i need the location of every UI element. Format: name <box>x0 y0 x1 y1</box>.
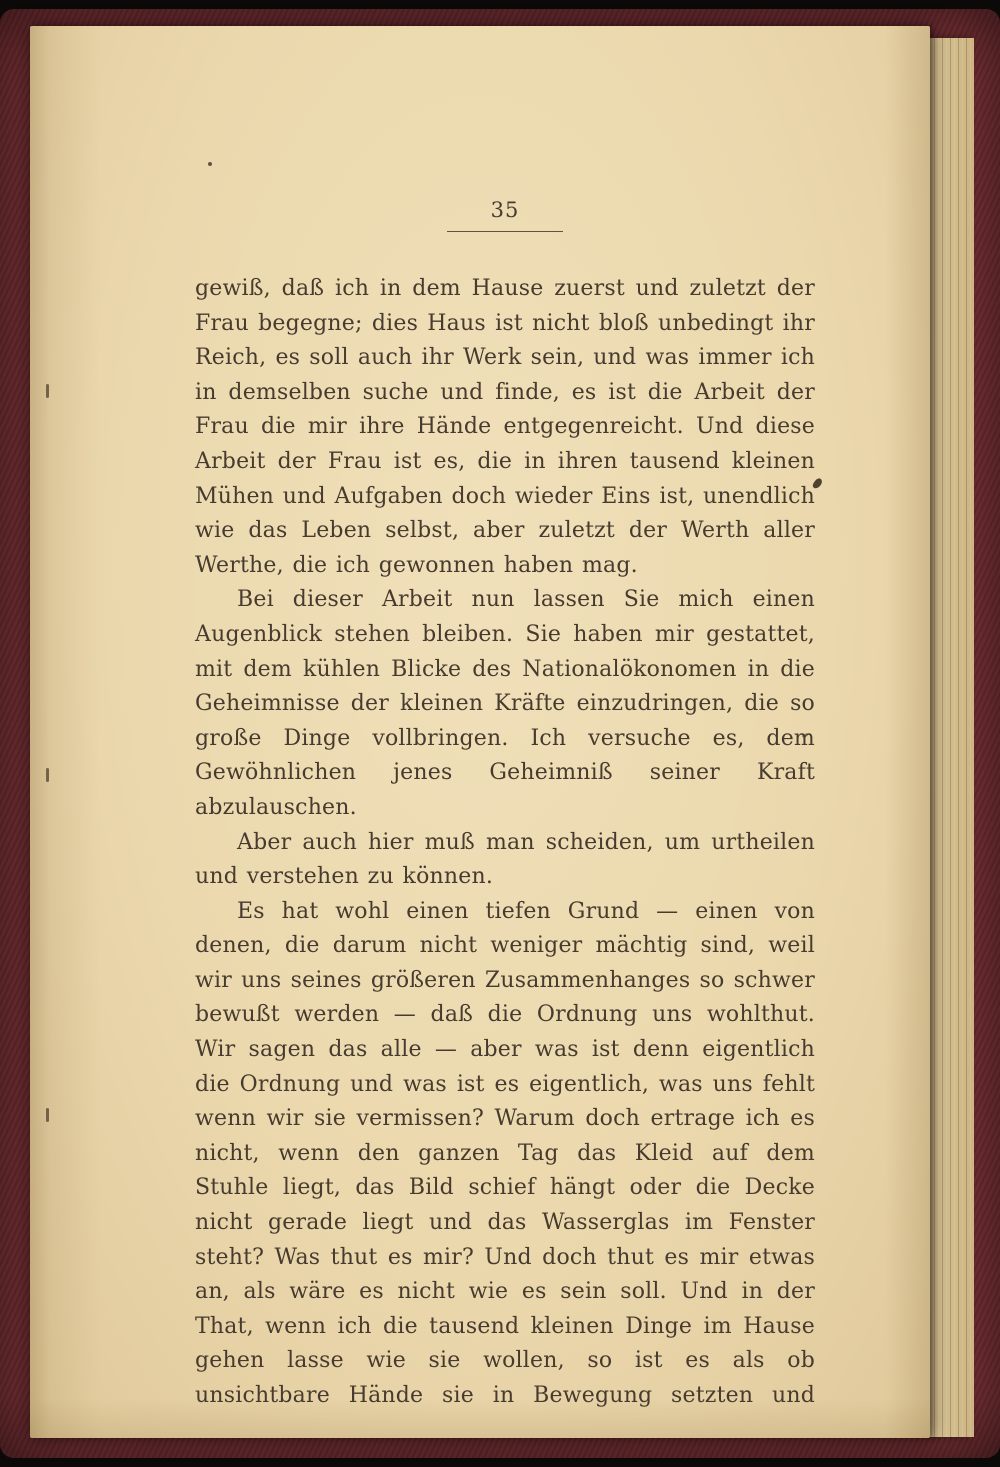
body-paragraph: Bei dieser Arbeit nun lassen Sie mich einen Augenblick stehen bleiben. Sie haben mir gestattet, mit dem kühlen Blicke des Nationalökonomen in die Geheimnisse der kleinen Kräfte einzudringen, die so große Dinge vollbringen. Ich versuche es, dem Gewöhnlichen jenes Geheimniß seiner Kraft abzulauschen. <box>195 587 815 820</box>
book-page <box>30 26 930 1438</box>
binding-mark <box>46 384 49 398</box>
page-edge-stack <box>926 38 974 1437</box>
binding-mark <box>46 1108 49 1122</box>
print-artifact <box>208 162 212 166</box>
page-number: 35 <box>447 198 563 232</box>
body-text <box>195 272 815 1414</box>
body-paragraph: Aber auch hier muß man scheiden, um urtheilen und verstehen zu können. <box>195 829 815 890</box>
body-paragraph: Es hat wohl einen tiefen Grund — einen von denen, die darum nicht weniger mächtig sind, weil wir uns seines größeren Zusammenhanges so schwer bewußt werden — daß die Ordnung uns wohlthut. Wir sagen das alle — aber was ist denn eigentlich die Ordnung und was ist es eigentlich, was uns fehlt wenn wir sie vermissen? Warum doch ertrage ich es nicht, wenn den ganzen Tag das Kleid auf dem Stuhle liegt, das Bild schief hängt oder die Decke nicht gerade liegt und das Wasserglas im Fenster steht? Was thut es mir? Und doch thut es mir etwas an, als wäre es nicht wie es sein soll. Und in der That, wenn ich die tausend kleinen Dinge im Hause gehen lasse wie sie wollen, so ist es als ob unsichtbare Hände sie in Bewegung setzten und <box>195 898 815 1408</box>
body-paragraph: gewiß, daß ich in dem Hause zuerst und zuletzt der Frau begegne; dies Haus ist nicht bloß unbedingt ihr Reich, es soll auch ihr Werk sein, und was immer ich in demselben suche und finde, es ist die Arbeit der Frau die mir ihre Hände entgegenreicht. Und diese Arbeit der Frau ist es, die in ihren tausend kleinen Mühen und Aufgaben doch wieder Eins ist, unendlich wie das Leben selbst, aber zuletzt der Werth aller Werthe, die ich gewonnen haben mag. <box>195 276 815 578</box>
binding-mark <box>46 768 49 782</box>
text-block <box>195 198 815 1414</box>
